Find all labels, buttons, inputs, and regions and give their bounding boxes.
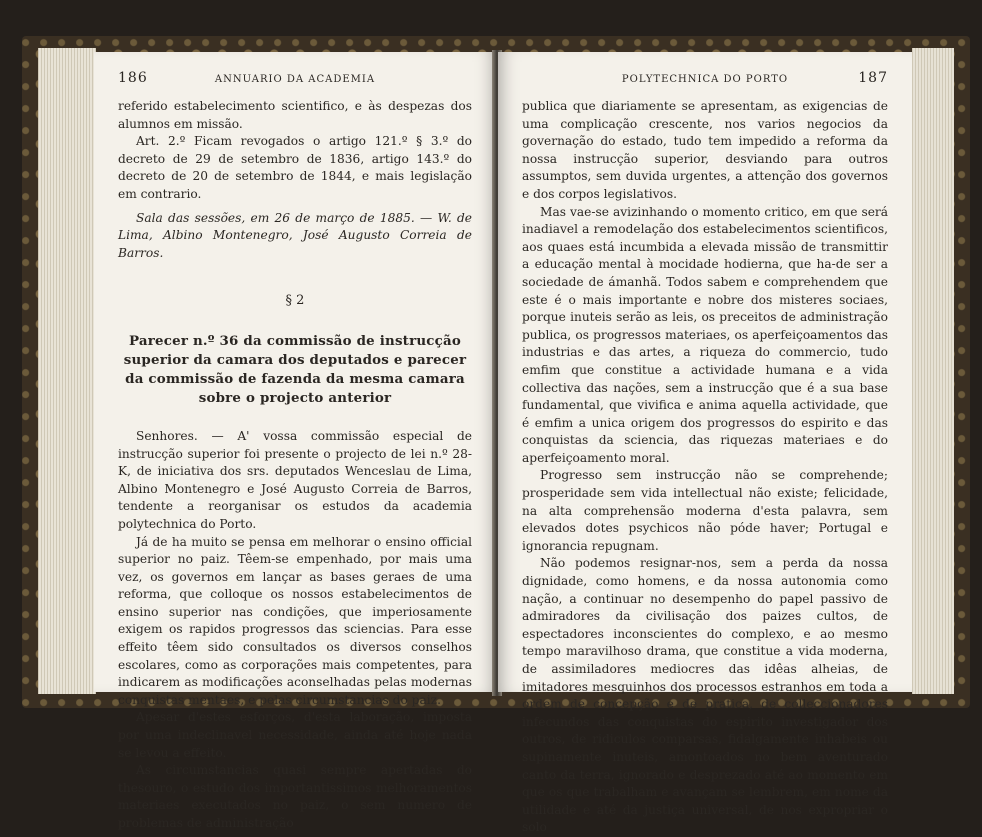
right-page-text (522, 98, 888, 837)
paragraph: Mas vae-se avizinhando o momento critico, em que será inadiavel a remodelação dos estabelecimentos scientificos, aos quaes está incumbida a elevada missão de transmittir a educação mental à mocidade hodierna, que ha-de ser a sociedade de ámanhã. Todos sabem e comprehendem que este é o mais importante e nobre dos misteres sociaes, porque inuteis serão as leis, os preceitos de administração publica, os progressos materiaes, os aperfeiçoamentos das industrias e das artes, a riqueza do commercio, tudo emfim que constitue a actividade humana e a vida collectiva das nações, sem a instrucção que é a sua base fundamental, que vivifica e anima aquella actividade, que é emfim a unica origem dos progressos do espirito e das conquistas da sciencia, das riquezas materiaes e do aperfeiçoamento moral. (522, 204, 888, 465)
left-page (94, 52, 496, 830)
right-page-header (522, 72, 888, 90)
left-page-header (118, 72, 472, 90)
paragraph: As circumstancias quasi sempre apertadas do thesouro, o estudo dos importantissimos melhoramentos materiaes executados no paiz, o sem numero de problemas de administração (118, 763, 472, 830)
paragraph: publica que diariamente se apresentam, as exigencias de uma complicação crescente, nos varios negocios da governação do estado, tudo tem impedido a reforma da nossa instrucção superior, desviando para outros assumptos, sem duvida urgentes, a attenção dos governos e dos corpos legislativos. (522, 99, 888, 201)
page-edges-right (912, 48, 954, 694)
article-2: Art. 2.º Ficam revogados o artigo 121.º § 3.º do decreto de 29 de setembro de 1836, artigo 143.º do decreto de 20 de setembro de 1844, e mais legislação em contrario. (118, 134, 472, 201)
paragraph: Apesar d'estes esforços, d'esta laboração, imposta por uma indeclinavel necessidade, ainda até hoje nada se levou a effeito. (118, 710, 472, 760)
left-page-text (118, 98, 472, 833)
right-page (498, 52, 912, 835)
paragraph: Já de ha muito se pensa em melhorar o ensino official superior no paiz. Têem-se empenhado, por mais uma vez, os governos em lançar as bases geraes de uma reforma, que colloque os nossos estabelecimentos de ensino superior nas condições, que imperiosamente exigem os rapidos progressos das sciencias. Para esse effeito têem sido consultados os diversos conselhos escolares, como as corporações mais competentes, para indicarem as modificações aconselhadas pelas modernas conquistas mentaes, e pelas circumstancias do paiz. (118, 534, 472, 707)
section-mark: § 2 (285, 293, 305, 309)
intro-lines: referido estabelecimento scientifico, e às despezas dos alumnos em missão. (118, 99, 472, 131)
running-head: POLYTECHNICA DO PORTO (621, 74, 789, 85)
paragraph: Progresso sem instrucção não se comprehende; prosperidade sem vida intellectual não existe; felicidade, na alta comprehensão moderna d'esta palavra, sem elevados dotes psychicos não póde haver; Portugal e ignorancia repugnam. (522, 468, 888, 553)
session-signature: Sala das sessões, em 26 de março de 1885. — W. de Lima, Albino Montenegro, José Augusto Correia de Barros. (118, 210, 472, 260)
page-edges-left (38, 48, 96, 694)
paragraph: Senhores. — A' vossa commissão especial de instrucção superior foi presente o projecto de lei n.º 28-K, de iniciativa dos srs. deputados Wenceslau de Lima, Albino Montenegro e José Augusto Correia de Barros, tendente a reorganisar os estudos da academia polytechnica do Porto. (118, 428, 472, 531)
section-heading: Parecer n.º 36 da commissão de instrucção superior da camara dos deputados e parecer da commissão de fazenda da mesma camara sobre o projecto anterior (123, 332, 467, 406)
page-number: 186 (118, 70, 148, 86)
running-head: ANNUARIO DA ACADEMIA (214, 74, 376, 85)
page-number: 187 (858, 70, 888, 86)
paragraph: Não podemos resignar-nos, sem a perda da nossa dignidade, como homens, e da nossa autonomia como nação, a continuar no desempenho do papel passivo de admiradores da civilisação dos paizes cultos, de espectadores inconscientes do complexo, e ao mesmo tempo maravilhoso drama, que constitue a vida moderna, de assimiladores mediocres das idêas alheias, de imitadores mesquinhos dos processos estranhos em toda a ordem de concepção e de pratica, de colleccionadores infecundos das conquistas do espirito investigador dos outros, de ridiculos comparsas, fidalgamente inhabeis ou supinamente inuteis, amontoados no bem aventurado canto da terra, ignorado e desprezado até ao momento em que os que trabalham e avançam se lembrem, em nome da utilidade e até da justiça universal, de nos expropriar o solo (522, 556, 888, 835)
